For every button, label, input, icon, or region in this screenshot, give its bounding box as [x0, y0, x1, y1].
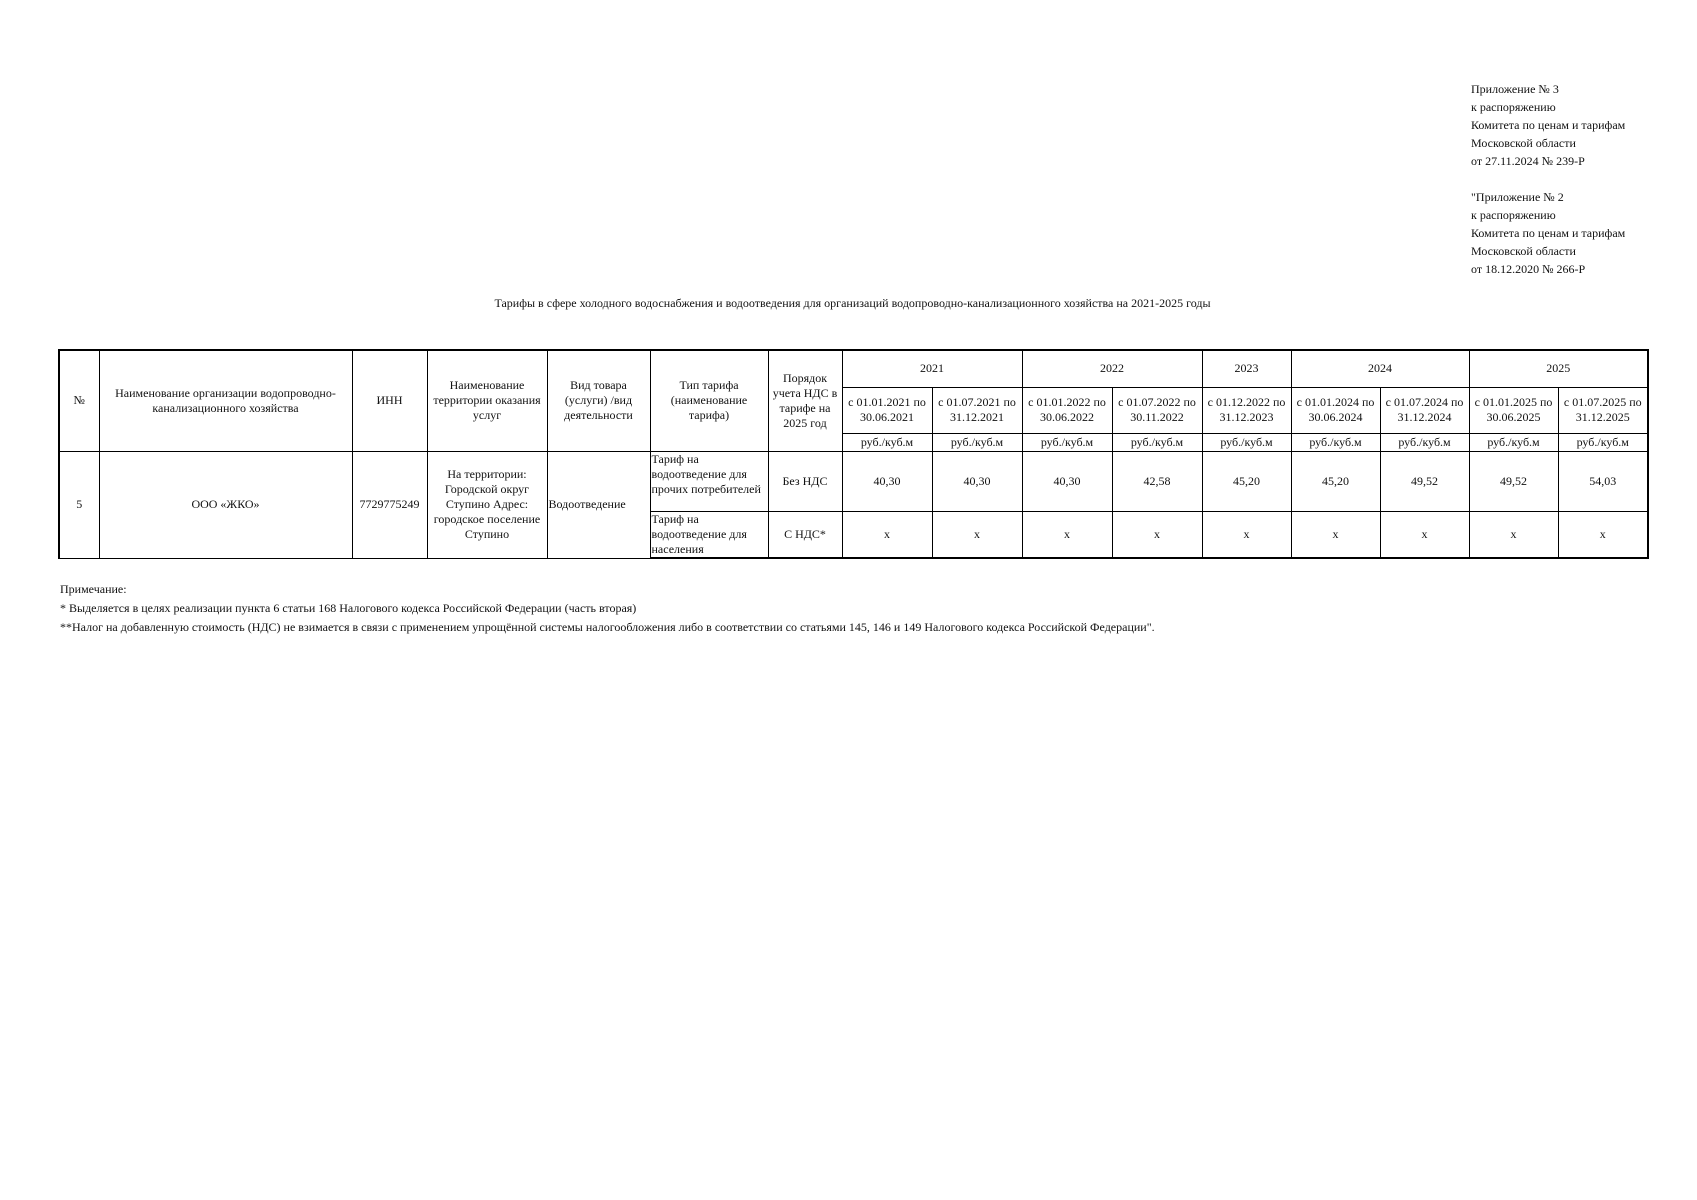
- prev-appendix-line: от 18.12.2020 № 266-Р: [1471, 262, 1586, 276]
- header-vat-order: Порядок учета НДС в тарифе на 2025 год: [768, 350, 842, 451]
- appendix-line: Приложение № 3: [1471, 82, 1559, 96]
- value-cell: 49,52: [1469, 451, 1558, 511]
- appendix-line: от 27.11.2024 № 239-Р: [1471, 154, 1585, 168]
- unit-cell: руб./куб.м: [842, 433, 932, 451]
- prev-appendix-line: Комитета по ценам и тарифам: [1471, 226, 1626, 240]
- header-year-2022: 2022: [1022, 350, 1202, 387]
- unit-cell: руб./куб.м: [1291, 433, 1380, 451]
- header-goods: Вид товара (услуги) /вид деятельности: [547, 350, 650, 451]
- header-inn: ИНН: [352, 350, 427, 451]
- prev-appendix-line: к распоряжению: [1471, 208, 1556, 222]
- header-period: с 01.01.2021 по 30.06.2021: [842, 387, 932, 433]
- header-period: с 01.01.2025 по 30.06.2025: [1469, 387, 1558, 433]
- value-cell: х: [1380, 511, 1469, 558]
- value-cell: х: [1202, 511, 1291, 558]
- value-cell: 40,30: [1022, 451, 1112, 511]
- value-cell: 40,30: [932, 451, 1022, 511]
- row-num: 5: [59, 451, 99, 558]
- appendix-header: [1471, 80, 1686, 278]
- header-territory: Наименование территории оказания услуг: [427, 350, 547, 451]
- header-period: с 01.01.2024 по 30.06.2024: [1291, 387, 1380, 433]
- appendix-line: Комитета по ценам и тарифам: [1471, 118, 1626, 132]
- value-cell: 42,58: [1112, 451, 1202, 511]
- header-year-2023: 2023: [1202, 350, 1291, 387]
- prev-appendix-line: "Приложение № 2: [1471, 190, 1564, 204]
- header-year-2025: 2025: [1469, 350, 1648, 387]
- value-cell: х: [1291, 511, 1380, 558]
- tariff-table: [58, 349, 1649, 559]
- header-period: с 01.01.2022 по 30.06.2022: [1022, 387, 1112, 433]
- notes: [60, 580, 1155, 637]
- note-vat: * Выделяется в целях реализации пункта 6 статьи 168 Налогового кодекса Российской Федерации (часть вторая): [60, 601, 637, 615]
- header-period: с 01.07.2024 по 31.12.2024: [1380, 387, 1469, 433]
- value-cell: х: [1112, 511, 1202, 558]
- header-num: №: [59, 350, 99, 451]
- unit-cell: руб./куб.м: [1558, 433, 1648, 451]
- header-period: с 01.07.2022 по 30.11.2022: [1112, 387, 1202, 433]
- document-title: Тарифы в сфере холодного водоснабжения и водоотведения для организаций водопроводно-канализационного хозяйства на 2021-2025 годы: [494, 296, 1211, 310]
- row-inn: 7729775249: [352, 451, 427, 558]
- appendix-line: к распоряжению: [1471, 100, 1556, 114]
- value-cell: 49,52: [1380, 451, 1469, 511]
- unit-cell: руб./куб.м: [932, 433, 1022, 451]
- header-year-2021: 2021: [842, 350, 1022, 387]
- header-org: Наименование организации водопроводно-канализационного хозяйства: [99, 350, 352, 451]
- row-goods: Водоотведение: [547, 451, 650, 558]
- header-tariff-type: Тип тарифа (наименование тарифа): [650, 350, 768, 451]
- appendix-line: Московской области: [1471, 136, 1576, 150]
- notes-heading: Примечание:: [60, 582, 127, 596]
- value-cell: х: [1558, 511, 1648, 558]
- value-cell: х: [842, 511, 932, 558]
- header-period: с 01.07.2021 по 31.12.2021: [932, 387, 1022, 433]
- unit-cell: руб./куб.м: [1112, 433, 1202, 451]
- row-tariff-type: Тариф на водоотведение для прочих потребителей: [650, 451, 768, 511]
- note-vat-exempt: **Налог на добавленную стоимость (НДС) не взимается в связи с применением упрощённой системы налогообложения либо в соответствии со статьями 145, 146 и 149 Налогового кодекса Российской Федерации".: [60, 620, 1155, 634]
- header-period: с 01.12.2022 по 31.12.2023: [1202, 387, 1291, 433]
- value-cell: х: [1469, 511, 1558, 558]
- table-row: [59, 451, 1648, 511]
- unit-cell: руб./куб.м: [1469, 433, 1558, 451]
- prev-appendix-line: Московской области: [1471, 244, 1576, 258]
- header-year-2024: 2024: [1291, 350, 1469, 387]
- header-period: с 01.07.2025 по 31.12.2025: [1558, 387, 1648, 433]
- row-vat: С НДС*: [768, 511, 842, 558]
- unit-cell: руб./куб.м: [1202, 433, 1291, 451]
- value-cell: х: [1022, 511, 1112, 558]
- unit-cell: руб./куб.м: [1022, 433, 1112, 451]
- row-vat: Без НДС: [768, 451, 842, 511]
- value-cell: 45,20: [1202, 451, 1291, 511]
- row-territory: На территории: Городской округ Ступино Адрес: городское поселение Ступино: [427, 451, 547, 558]
- row-tariff-type: Тариф на водоотведение для населения: [650, 511, 768, 558]
- value-cell: 45,20: [1291, 451, 1380, 511]
- value-cell: 54,03: [1558, 451, 1648, 511]
- header-row-years: [59, 350, 1648, 387]
- row-org: ООО «ЖКО»: [99, 451, 352, 558]
- value-cell: х: [932, 511, 1022, 558]
- spacer: [1471, 170, 1686, 188]
- value-cell: 40,30: [842, 451, 932, 511]
- unit-cell: руб./куб.м: [1380, 433, 1469, 451]
